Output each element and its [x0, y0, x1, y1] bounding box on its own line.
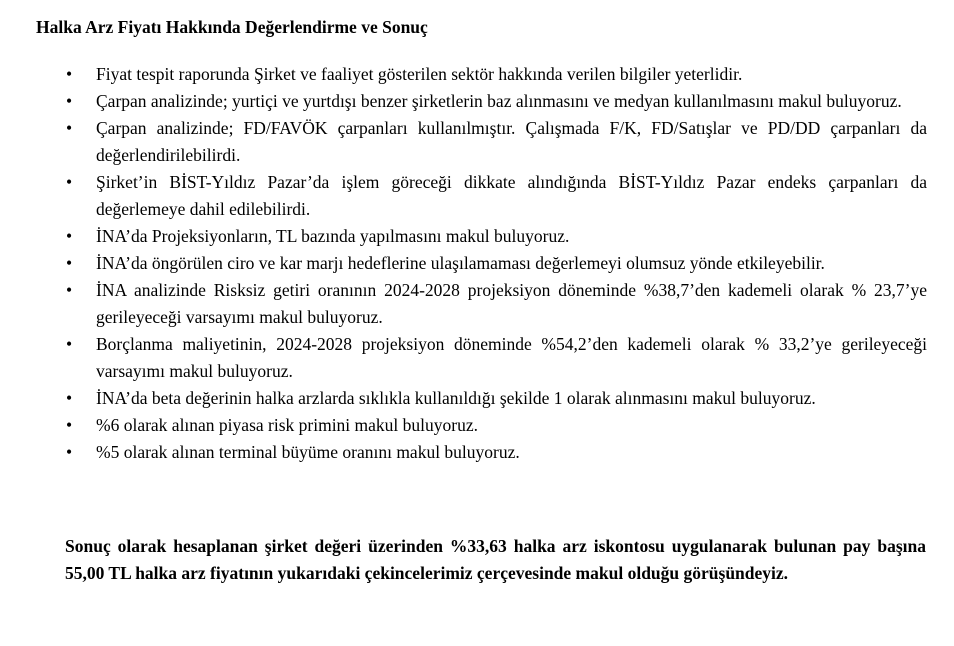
- conclusion-paragraph: Sonuç olarak hesaplanan şirket değeri üzerinden %33,63 halka arz iskontosu uygulanarak bulunan pay başına 55,00 TL halka arz fiyatının yukarıdaki çekincelerimiz çerçevesinde makul olduğu görüşündeyiz.: [65, 536, 926, 583]
- bullet-icon: •: [66, 91, 73, 111]
- bullet-icon: •: [66, 388, 73, 408]
- bullet-icon: •: [66, 442, 73, 462]
- bullet-text: Fiyat tespit raporunda Şirket ve faaliyet gösterilen sektör hakkında verilen bilgiler yeterlidir.: [96, 64, 743, 84]
- bullet-icon: •: [66, 64, 73, 84]
- bullet-item: [0, 61, 927, 88]
- bullet-item: [0, 277, 927, 331]
- bullet-icon: •: [66, 226, 73, 246]
- bullet-text: İNA analizinde Risksiz getiri oranının 2024-2028 projeksiyon döneminde %38,7’den kademeli olarak % 23,7’ye gerileyeceği varsayımı makul buluyoruz.: [96, 280, 927, 327]
- bullet-text: Çarpan analizinde; yurtiçi ve yurtdışı benzer şirketlerin baz alınmasını ve medyan kullanılmasını makul buluyoruz.: [96, 91, 902, 111]
- bullet-text: %6 olarak alınan piyasa risk primini makul buluyoruz.: [96, 415, 478, 435]
- bullet-icon: •: [66, 334, 73, 354]
- bullet-item: [0, 331, 927, 385]
- section-heading: Halka Arz Fiyatı Hakkında Değerlendirme ve Sonuç: [36, 17, 428, 37]
- bullet-icon: •: [66, 172, 73, 192]
- evaluation-bullet-list: [0, 61, 954, 466]
- bullet-text: Çarpan analizinde; FD/FAVÖK çarpanları kullanılmıştır. Çalışmada F/K, FD/Satışlar ve PD/DD çarpanları da değerlendirilebilirdi.: [96, 118, 927, 165]
- bullet-item: [0, 439, 927, 466]
- bullet-text: İNA’da beta değerinin halka arzlarda sıklıkla kullanıldığı şekilde 1 olarak alınmasını makul buluyoruz.: [96, 388, 816, 408]
- bullet-item: [0, 169, 927, 223]
- bullet-icon: •: [66, 118, 73, 138]
- bullet-item: [0, 88, 927, 115]
- bullet-text: Şirket’in BİST-Yıldız Pazar’da işlem göreceği dikkate alındığında BİST-Yıldız Pazar endeks çarpanları da değerlemeye dahil edilebilirdi.: [96, 172, 927, 219]
- bullet-text: Borçlanma maliyetinin, 2024-2028 projeksiyon döneminde %54,2’den kademeli olarak % 33,2’ye gerileyeceği varsayımı makul buluyoruz.: [96, 334, 927, 381]
- bullet-item: [0, 250, 927, 277]
- bullet-item: [0, 223, 927, 250]
- bullet-text: %5 olarak alınan terminal büyüme oranını makul buluyoruz.: [96, 442, 520, 462]
- bullet-item: [0, 385, 927, 412]
- bullet-icon: •: [66, 415, 73, 435]
- bullet-text: İNA’da öngörülen ciro ve kar marjı hedeflerine ulaşılamaması değerlemeyi olumsuz yönde etkileyebilir.: [96, 253, 825, 273]
- bullet-item: [0, 115, 927, 169]
- bullet-icon: •: [66, 253, 73, 273]
- bullet-item: [0, 412, 927, 439]
- bullet-icon: •: [66, 280, 73, 300]
- bullet-text: İNA’da Projeksiyonların, TL bazında yapılmasını makul buluyoruz.: [96, 226, 570, 246]
